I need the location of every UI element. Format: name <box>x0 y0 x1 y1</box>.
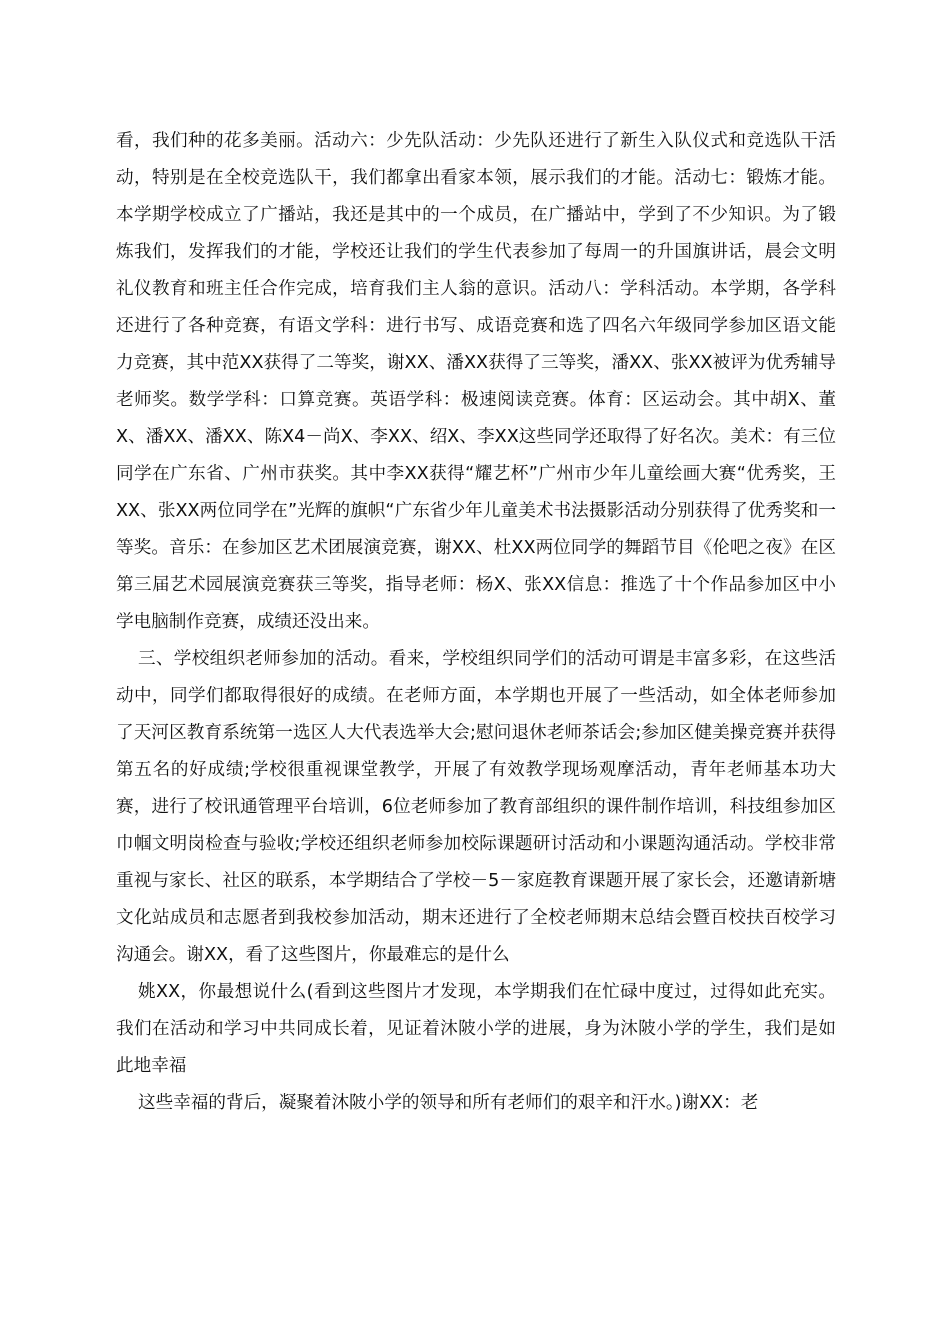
paragraph-gratitude: 这些幸福的背后，凝聚着沐陂小学的领导和所有老师们的艰辛和汗水。)谢XX：老 <box>138 1093 759 1113</box>
paragraph-teacher-activities: 三、学校组织老师参加的活动。看来，学校组织同学们的活动可谓是丰富多彩，在这些活动中，同学们都取得很好的成绩。在老师方面，本学期也开展了一些活动，如全体老师参加了天河区教育系统第一选区人大代表选举大会;慰问退休老师茶话会;参加区健美操竞赛并获得第五名的好成绩;学校很重视课堂教学，开展了有效教学现场观摩活动，青年老师基本功大赛，进行了校讯通管理平台培训，6位老师参加了教育部组织的课件制作培训，科技组参加区巾帼文明岗检查与验收;学校还组织老师参加校际课题研讨活动和小课题沟通活动。学校非常重视与家长、社区的联系，本学期结合了学校－5－家庭教育课题开展了家长会，还邀请新塘文化站成员和志愿者到我校参加活动，期末还进行了全校老师期末总结会暨百校扶百校学习沟通会。谢XX，看了这些图片，你最难忘的是什么 <box>116 649 836 965</box>
paragraph-activities: 看，我们种的花多美丽。活动六：少先队活动：少先队还进行了新生入队仪式和竞选队干活动，特别是在全校竞选队干，我们都拿出看家本领，展示我们的才能。活动七：锻炼才能。本学期学校成立了广播站，我还是其中的一个成员，在广播站中，学到了不少知识。为了锻炼我们，发挥我们的才能，学校还让我们的学生代表参加了每周一的升国旗讲话，晨会文明礼仪教育和班主任合作完成，培育我们主人翁的意识。活动八：学科活动。本学期，各学科还进行了各种竞赛，有语文学科：进行书写、成语竞赛和选了四名六年级同学参加区语文能力竞赛，其中范XX获得了二等奖，谢XX、潘XX获得了三等奖，潘XX、张XX被评为优秀辅导老师奖。数学学科：口算竞赛。英语学科：极速阅读竞赛。体育：区运动会。其中胡X、董X、潘XX、潘XX、陈X4－尚X、李XX、绍X、李XX这些同学还取得了好名次。美术：有三位同学在广东省、广州市获奖。其中李XX获得“耀艺杯”广州市少年儿童绘画大赛“优秀奖，王XX、张XX两位同学在”光辉的旗帜“广东省少年儿童美术书法摄影活动分别获得了优秀奖和一等奖。音乐：在参加区艺术团展演竞赛，谢XX、杜XX两位同学的舞蹈节目《伦吧之夜》在区第三届艺术园展演竞赛获三等奖，指导老师：杨X、张XX信息：推选了十个作品参加区中小学电脑制作竞赛，成绩还没出来。 <box>116 131 836 632</box>
document-body <box>116 123 836 1122</box>
paragraph-reflection: 姚XX，你最想说什么(看到这些图片才发现，本学期我们在忙碌中度过，过得如此充实。我们在活动和学习中共同成长着，见证着沐陂小学的进展，身为沐陂小学的学生，我们是如此地幸福 <box>116 982 836 1076</box>
